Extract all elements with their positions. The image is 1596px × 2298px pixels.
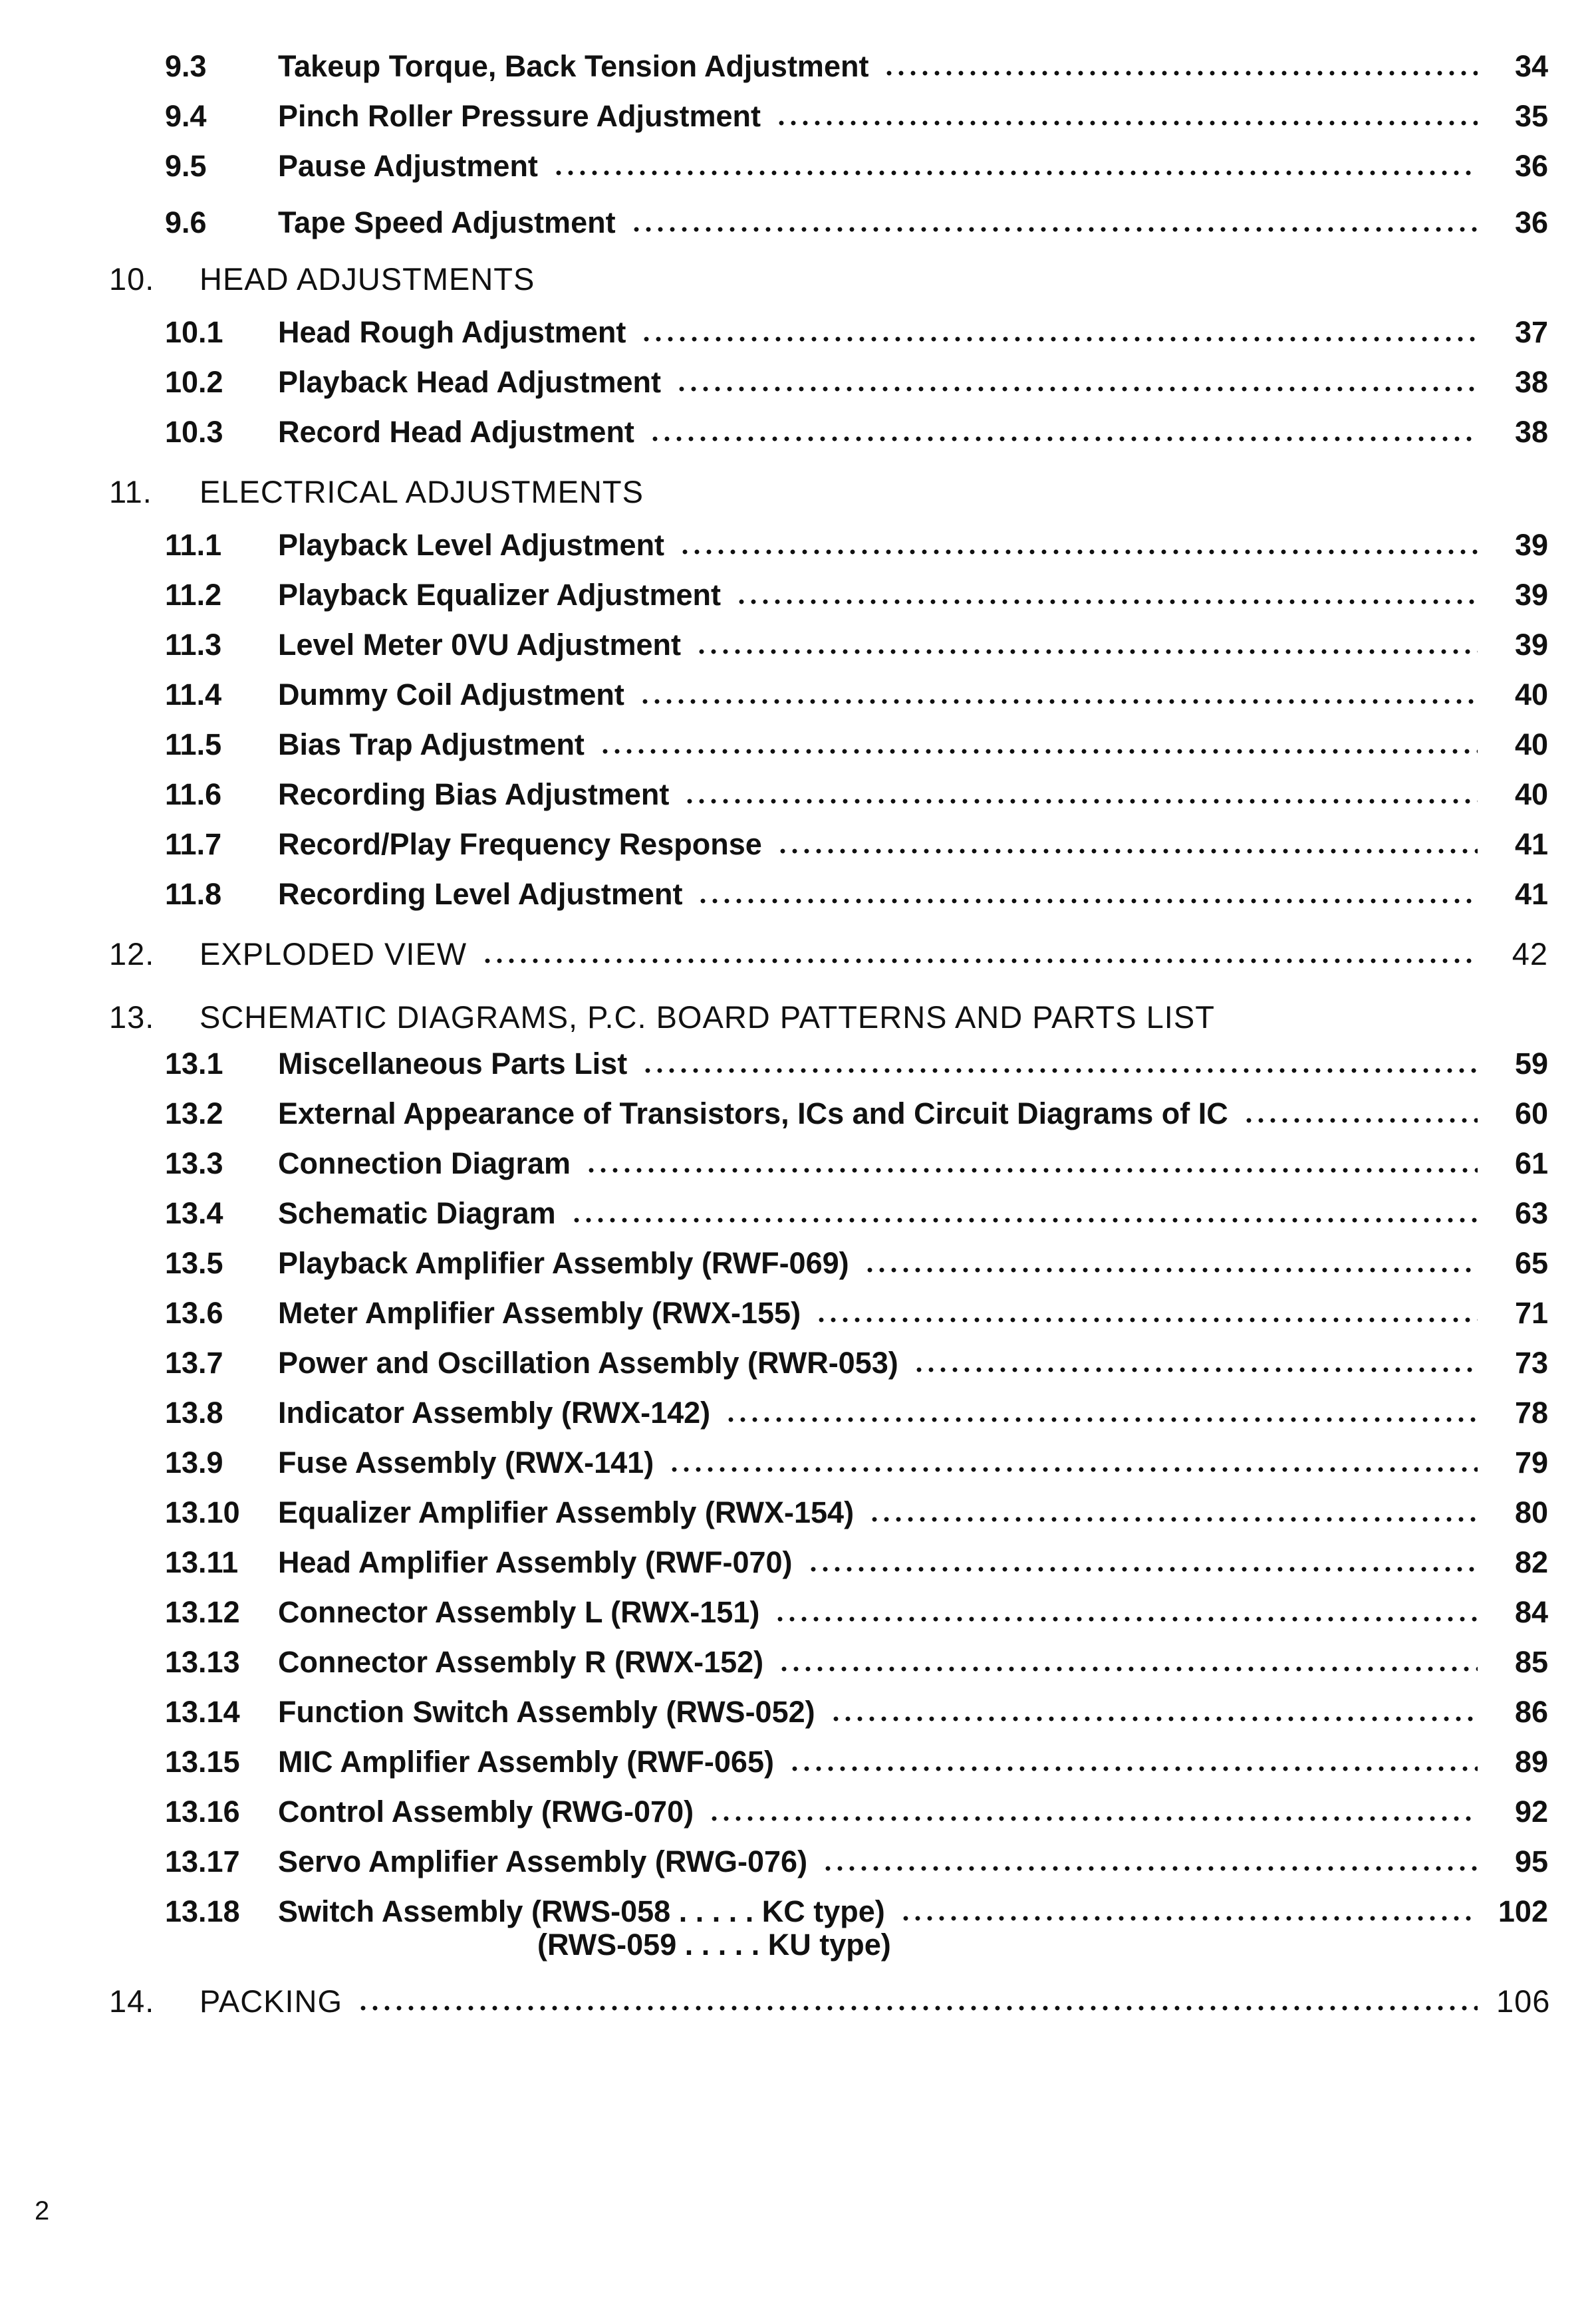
dot-leader: [815, 1316, 1478, 1324]
dot-leader: [708, 1815, 1478, 1823]
toc-entry: [0, 721, 1596, 768]
toc-entry: [0, 1739, 1596, 1785]
entry-title: Indicator Assembly (RWX-142): [278, 1396, 711, 1430]
toc-entry: [0, 1290, 1596, 1337]
entry-title: MIC Amplifier Assembly (RWF-065): [278, 1745, 774, 1779]
entry-page: 59: [1514, 1047, 1548, 1081]
toc-entry: [0, 1340, 1596, 1386]
entry-page: 86: [1514, 1695, 1548, 1729]
toc-entry: [0, 1440, 1596, 1486]
entry-title: Recording Bias Adjustment: [278, 777, 670, 811]
entry-number: 13.2: [165, 1096, 223, 1130]
toc-entry: [0, 43, 1596, 90]
entry-number: 9.3: [165, 49, 207, 83]
entry-number: 13.5: [165, 1246, 223, 1280]
toc-entry: [0, 1240, 1596, 1287]
toc-entry: [0, 1041, 1596, 1087]
toc-section-heading: [0, 1978, 1596, 2025]
toc-entry: [0, 309, 1596, 356]
entry-title: External Appearance of Transistors, ICs and Circuit Diagrams of IC: [278, 1096, 1228, 1130]
entry-page: 40: [1514, 678, 1548, 711]
entry-page: 79: [1514, 1446, 1548, 1479]
entry-page: 41: [1514, 877, 1548, 911]
entry-page: 85: [1514, 1645, 1548, 1679]
dot-leader: [357, 2004, 1478, 2012]
entry-title: Function Switch Assembly (RWS-052): [278, 1695, 815, 1729]
dot-leader: [630, 225, 1478, 233]
entry-number: 13.1: [165, 1047, 223, 1081]
toc-entry: [0, 821, 1596, 868]
toc-entry: [0, 199, 1596, 246]
dot-leader: [668, 1466, 1478, 1473]
entry-page: 38: [1514, 415, 1548, 449]
dot-leader: [640, 335, 1478, 343]
toc-entry: [0, 1090, 1596, 1137]
entry-number: 9.5: [165, 149, 207, 183]
dot-leader: [1243, 1116, 1478, 1124]
entry-title: Switch Assembly (RWS-058 . . . . . KC type): [278, 1894, 885, 1928]
toc-entry: [0, 1689, 1596, 1735]
entry-page: 39: [1514, 628, 1548, 662]
entry-title: Pinch Roller Pressure Adjustment: [278, 99, 761, 133]
section-title: EXPLODED VIEW: [200, 936, 467, 971]
toc-entry: [0, 771, 1596, 818]
entry-title: Power and Oscillation Assembly (RWR-053): [278, 1346, 898, 1380]
entry-page: 60: [1514, 1096, 1548, 1130]
entry-title: Connector Assembly L (RWX-151): [278, 1595, 760, 1629]
entry-title: Pause Adjustment: [278, 149, 538, 183]
entry-title: Takeup Torque, Back Tension Adjustment: [278, 49, 869, 83]
toc-entry: [0, 672, 1596, 718]
entry-number: 13.17: [165, 1845, 240, 1878]
section-number: 11.: [109, 474, 152, 509]
entry-number: 11.5: [165, 727, 222, 761]
entry-page: 39: [1514, 578, 1548, 612]
dot-leader: [900, 1914, 1478, 1922]
entry-title: Playback Head Adjustment: [278, 365, 662, 399]
entry-title: Recording Level Adjustment: [278, 877, 683, 911]
dot-leader: [684, 797, 1478, 805]
entry-title: Servo Amplifier Assembly (RWG-076): [278, 1845, 808, 1878]
entry-title: Fuse Assembly (RWX-141): [278, 1446, 654, 1479]
entry-page: 78: [1514, 1396, 1548, 1430]
toc-section-heading: [0, 256, 1596, 303]
dot-leader: [778, 1665, 1478, 1673]
entry-title: Head Rough Adjustment: [278, 315, 626, 349]
dot-leader: [599, 747, 1478, 755]
entry-page: 92: [1514, 1795, 1548, 1829]
toc-entry: [0, 1639, 1596, 1686]
dot-leader: [639, 698, 1478, 705]
toc-section-heading: [0, 994, 1596, 1041]
toc-entry: [0, 1390, 1596, 1436]
entry-title: Schematic Diagram: [278, 1196, 556, 1230]
toc-entry: [0, 93, 1596, 140]
entry-number: 11.2: [165, 578, 222, 612]
toc-entry: [0, 522, 1596, 569]
entry-number: 13.16: [165, 1795, 240, 1829]
dot-leader: [697, 897, 1478, 905]
entry-page: 63: [1514, 1196, 1548, 1230]
toc-entry: [0, 1789, 1596, 1835]
toc-entry: [0, 1190, 1596, 1237]
entry-page: 40: [1514, 777, 1548, 811]
entry-title: Connection Diagram: [278, 1146, 571, 1180]
entry-second-line: (RWS-059 . . . . . KU type): [537, 1928, 891, 1962]
entry-page: 95: [1514, 1845, 1548, 1878]
dot-leader: [868, 1515, 1478, 1523]
entry-number: 13.13: [165, 1645, 240, 1679]
entry-page: 82: [1514, 1545, 1548, 1579]
section-title: SCHEMATIC DIAGRAMS, P.C. BOARD PATTERNS AND PARTS LIST: [200, 999, 1215, 1035]
dot-leader: [481, 957, 1478, 965]
entry-title: Miscellaneous Parts List: [278, 1047, 628, 1081]
dot-leader: [775, 119, 1478, 127]
entry-title: Record/Play Frequency Response: [278, 827, 762, 861]
toc-entry: [0, 871, 1596, 918]
toc-section-heading: [0, 931, 1596, 977]
dot-leader: [679, 548, 1478, 556]
dot-leader: [777, 847, 1478, 855]
entry-title: Playback Equalizer Adjustment: [278, 578, 722, 612]
dot-leader: [807, 1565, 1478, 1573]
dot-leader: [642, 1067, 1478, 1075]
toc-section-heading: [0, 469, 1596, 515]
section-title: ELECTRICAL ADJUSTMENTS: [200, 474, 644, 509]
entry-number: 13.11: [165, 1545, 239, 1579]
entry-title: Record Head Adjustment: [278, 415, 634, 449]
entry-number: 11.1: [165, 528, 222, 562]
dot-leader: [696, 648, 1478, 656]
dot-leader: [649, 435, 1478, 443]
toc-entry: [0, 1839, 1596, 1885]
entry-number: 13.9: [165, 1446, 223, 1479]
entry-number: 13.8: [165, 1396, 223, 1430]
dot-leader: [774, 1615, 1478, 1623]
entry-number: 13.7: [165, 1346, 223, 1380]
entry-number: 13.15: [165, 1745, 240, 1779]
entry-title: Head Amplifier Assembly (RWF-070): [278, 1545, 793, 1579]
entry-number: 10.1: [165, 315, 223, 349]
section-number: 10.: [109, 261, 155, 297]
toc-entry: [0, 1539, 1596, 1586]
entry-number: 11.6: [165, 777, 222, 811]
entry-number: 11.7: [165, 827, 222, 861]
entry-page: 61: [1514, 1146, 1548, 1180]
entry-number: 11.4: [165, 678, 222, 711]
dot-leader: [883, 69, 1478, 77]
entry-number: 11.8: [165, 877, 222, 911]
dot-leader: [913, 1366, 1478, 1374]
entry-page: 35: [1514, 99, 1548, 133]
section-page: 106: [1496, 1983, 1551, 2019]
entry-title: Control Assembly (RWG-070): [278, 1795, 694, 1829]
section-title: HEAD ADJUSTMENTS: [200, 261, 535, 297]
toc-entry: [0, 359, 1596, 406]
entry-number: 13.4: [165, 1196, 223, 1230]
entry-page: 36: [1514, 205, 1548, 239]
entry-number: 13.3: [165, 1146, 223, 1180]
entry-title: Tape Speed Adjustment: [278, 205, 616, 239]
dot-leader: [830, 1715, 1478, 1723]
section-title: PACKING: [200, 1983, 343, 2019]
toc-entry: [0, 572, 1596, 618]
dot-leader: [735, 598, 1478, 606]
toc-entry: [0, 622, 1596, 668]
entry-page: 36: [1514, 149, 1548, 183]
entry-page: 65: [1514, 1246, 1548, 1280]
entry-number: 9.6: [165, 205, 207, 239]
dot-leader: [553, 169, 1478, 177]
toc-entry: [0, 1589, 1596, 1636]
entry-title: Bias Trap Adjustment: [278, 727, 585, 761]
entry-number: 13.12: [165, 1595, 240, 1629]
entry-page: 40: [1514, 727, 1548, 761]
entry-page: 37: [1514, 315, 1548, 349]
entry-number: 9.4: [165, 99, 207, 133]
entry-number: 13.10: [165, 1495, 240, 1529]
section-number: 14.: [109, 1983, 155, 2019]
entry-page: 38: [1514, 365, 1548, 399]
entry-number: 10.2: [165, 365, 223, 399]
entry-title: Meter Amplifier Assembly (RWX-155): [278, 1296, 801, 1330]
entry-title: Dummy Coil Adjustment: [278, 678, 624, 711]
entry-title: Level Meter 0VU Adjustment: [278, 628, 681, 662]
entry-page: 41: [1514, 827, 1548, 861]
section-number: 12.: [109, 936, 155, 971]
entry-title: Playback Level Adjustment: [278, 528, 665, 562]
entry-number: 13.14: [165, 1695, 240, 1729]
page-number: 2: [35, 2196, 50, 2226]
dot-leader: [725, 1416, 1478, 1424]
entry-number: 13.6: [165, 1296, 223, 1330]
dot-leader: [571, 1216, 1478, 1224]
section-number: 13.: [109, 999, 155, 1035]
entry-page: 80: [1514, 1495, 1548, 1529]
section-page: 42: [1512, 936, 1548, 971]
toc-entry: [0, 409, 1596, 455]
entry-page: 34: [1514, 49, 1548, 83]
entry-page: 39: [1514, 528, 1548, 562]
entry-number: 10.3: [165, 415, 223, 449]
dot-leader: [585, 1166, 1478, 1174]
dot-leader: [822, 1864, 1478, 1872]
toc-entry: [0, 143, 1596, 190]
entry-number: 11.3: [165, 628, 222, 662]
toc-entry: [0, 1140, 1596, 1187]
dot-leader: [864, 1266, 1478, 1274]
entry-page: 102: [1498, 1894, 1548, 1928]
dot-leader: [789, 1765, 1478, 1773]
entry-title: Playback Amplifier Assembly (RWF-069): [278, 1246, 849, 1280]
entry-page: 84: [1514, 1595, 1548, 1629]
entry-page: 89: [1514, 1745, 1548, 1779]
dot-leader: [676, 385, 1478, 393]
entry-number: 13.18: [165, 1894, 240, 1928]
toc-entry: [0, 1489, 1596, 1536]
entry-page: 71: [1514, 1296, 1548, 1330]
entry-page: 73: [1514, 1346, 1548, 1380]
entry-title: Connector Assembly R (RWX-152): [278, 1645, 764, 1679]
entry-title: Equalizer Amplifier Assembly (RWX-154): [278, 1495, 855, 1529]
